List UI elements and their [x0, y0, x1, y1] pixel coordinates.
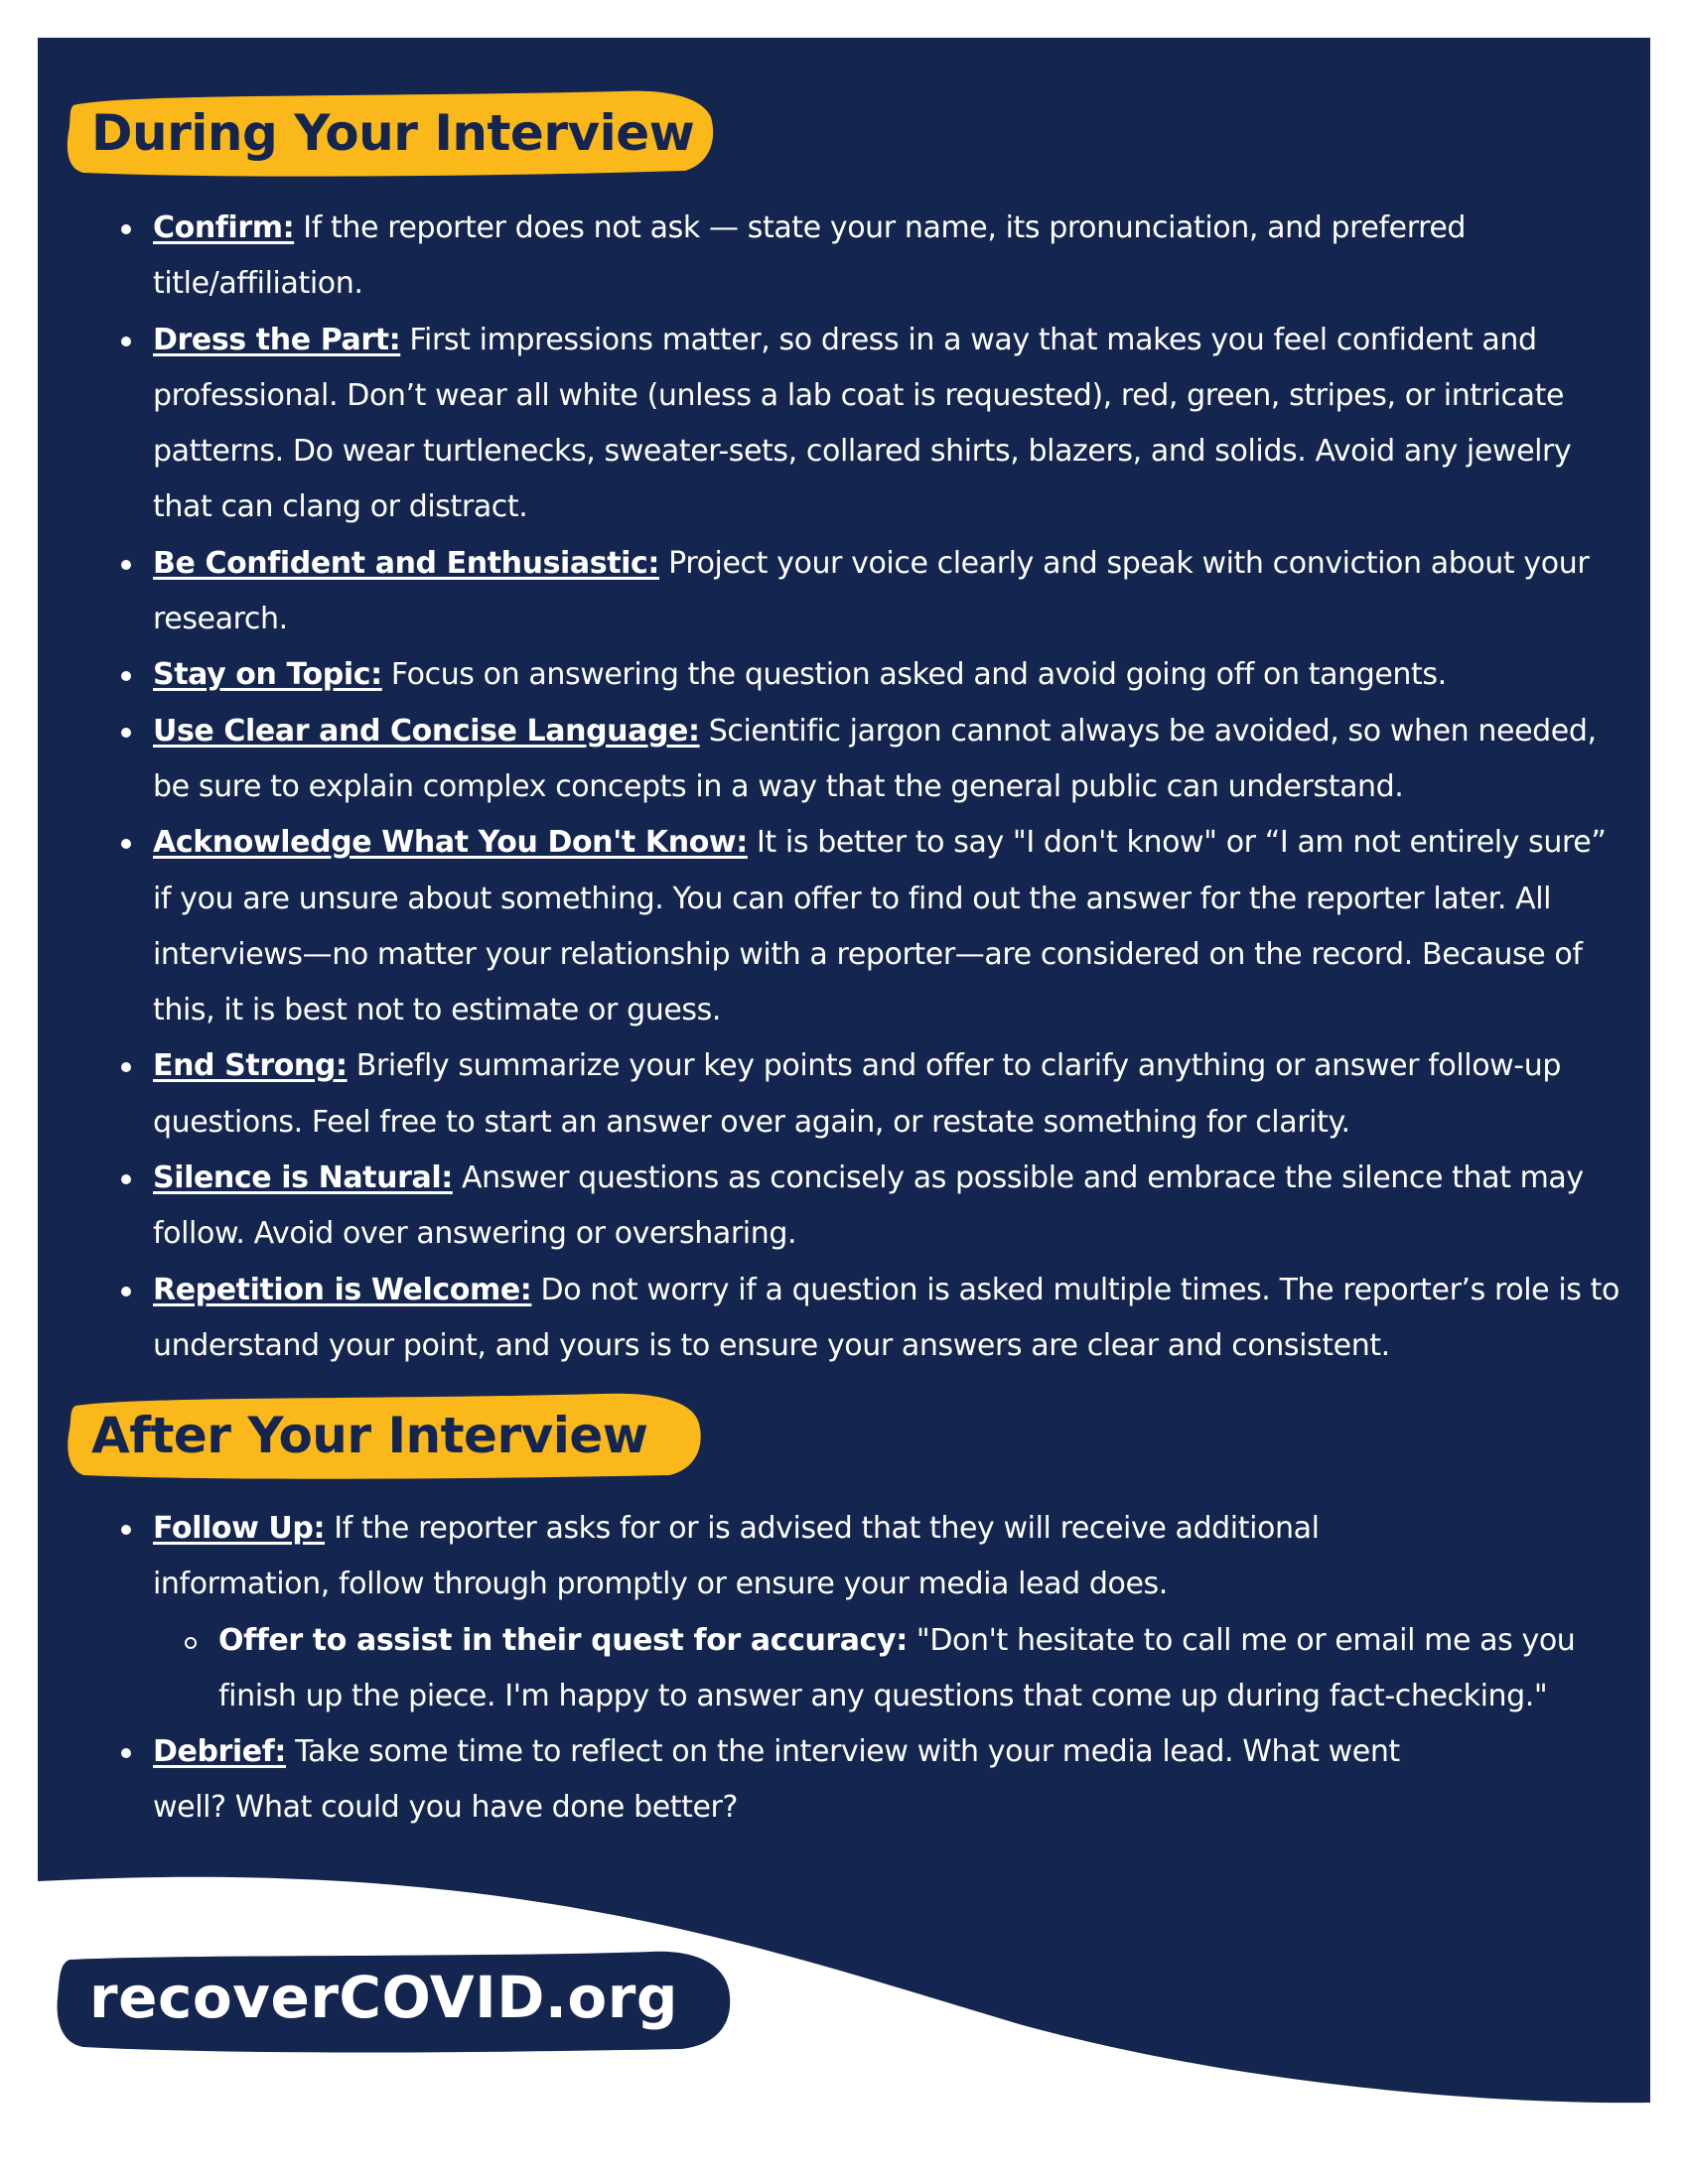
after-list [121, 1501, 1576, 1837]
list-item-stay-on-topic [121, 647, 1620, 703]
sub-item-offer-assist [185, 1613, 1658, 1725]
item-label: Follow Up: [153, 1511, 326, 1546]
list-item-acknowledge [121, 815, 1620, 1038]
item-label: Be Confident and Enthusiastic: [153, 545, 660, 581]
during-heading-banner [66, 87, 721, 179]
item-label: Stay on Topic: [153, 657, 382, 693]
list-item-be-confident [121, 536, 1620, 648]
item-text: Focus on answering the question asked and avoid going off on tangents. [381, 657, 1447, 693]
item-text: Do not worry if a question is asked multiple times. The reporter’s role is to understand your point, and yours is to ensure your answers are clear and consistent. [153, 1272, 1619, 1363]
item-text: If the reporter does not ask — state your name, its pronunciation, and preferred title/affiliation. [153, 210, 1467, 302]
list-item-dress-the-part [121, 313, 1620, 536]
recovercovid-logo [56, 1948, 737, 2055]
list-item-debrief [121, 1724, 1412, 1837]
item-label: Use Clear and Concise Language: [153, 713, 700, 749]
after-heading-banner [66, 1390, 707, 1481]
item-text: Answer questions as concisely as possible and embrace the silence that may follow. Avoid over answering or oversharing. [153, 1160, 1584, 1252]
item-text: First impressions matter, so dress in a way that makes you feel confident and professional. Don’t wear all white (unless a lab coat is requested), red, green, stripes, or intricate patterns. Do wear turtlenecks, sweater-sets, collared shirts, blazers, and solids. Avoid any jewelry that can clang or distract. [153, 322, 1572, 525]
list-item-confirm [121, 201, 1620, 313]
item-label: Repetition is Welcome: [153, 1272, 532, 1307]
list-item-end-strong [121, 1038, 1620, 1151]
item-text: Briefly summarize your key points and offer to clarify anything or answer follow-up questions. Feel free to start an answer over again, or restate something for clarity. [153, 1048, 1561, 1140]
during-list [121, 201, 1620, 1374]
list-item-follow-up [121, 1501, 1576, 1724]
item-text: If the reporter asks for or is advised that they will receive additional information, follow through promptly or ensure your media lead does. [153, 1511, 1320, 1602]
during-heading: During Your Interview [91, 104, 695, 162]
item-text: "Don't hesitate to call me or email me as you finish up the piece. I'm happy to answer any questions that come up during fact-checking." [218, 1622, 1576, 1713]
item-label: Dress the Part: [153, 322, 401, 357]
item-label: Offer to assist in their quest for accuracy: [218, 1622, 908, 1658]
list-item-repetition [121, 1263, 1620, 1375]
item-label: Acknowledge What You Don't Know: [153, 825, 748, 861]
logo-text: recoverCOVID.org [89, 1964, 678, 2031]
list-item-silence [121, 1151, 1620, 1263]
item-text: It is better to say "I don't know" or “I am not entirely sure” if you are unsure about something. You can offer to find out the answer for the reporter later. All interviews—no matter your relationship with a reporter—are considered on the record. Because of this, it is best not to estimate or guess. [153, 825, 1607, 1028]
item-label: Silence is Natural: [153, 1160, 453, 1196]
item-label: Debrief: [153, 1734, 286, 1770]
item-label: End Strong: [153, 1048, 348, 1084]
item-text: Project your voice clearly and speak with conviction about your research. [153, 545, 1590, 637]
list-item-clear-language [121, 704, 1620, 816]
item-text: Take some time to reflect on the interview with your media lead. What went well? What could you have done better? [153, 1734, 1400, 1826]
sub-list [153, 1613, 1576, 1725]
item-text: Scientific jargon cannot always be avoided, so when needed, be sure to explain complex concepts in a way that the general public can understand. [153, 713, 1597, 804]
item-label: Confirm: [153, 210, 295, 245]
after-heading: After Your Interview [91, 1407, 648, 1464]
